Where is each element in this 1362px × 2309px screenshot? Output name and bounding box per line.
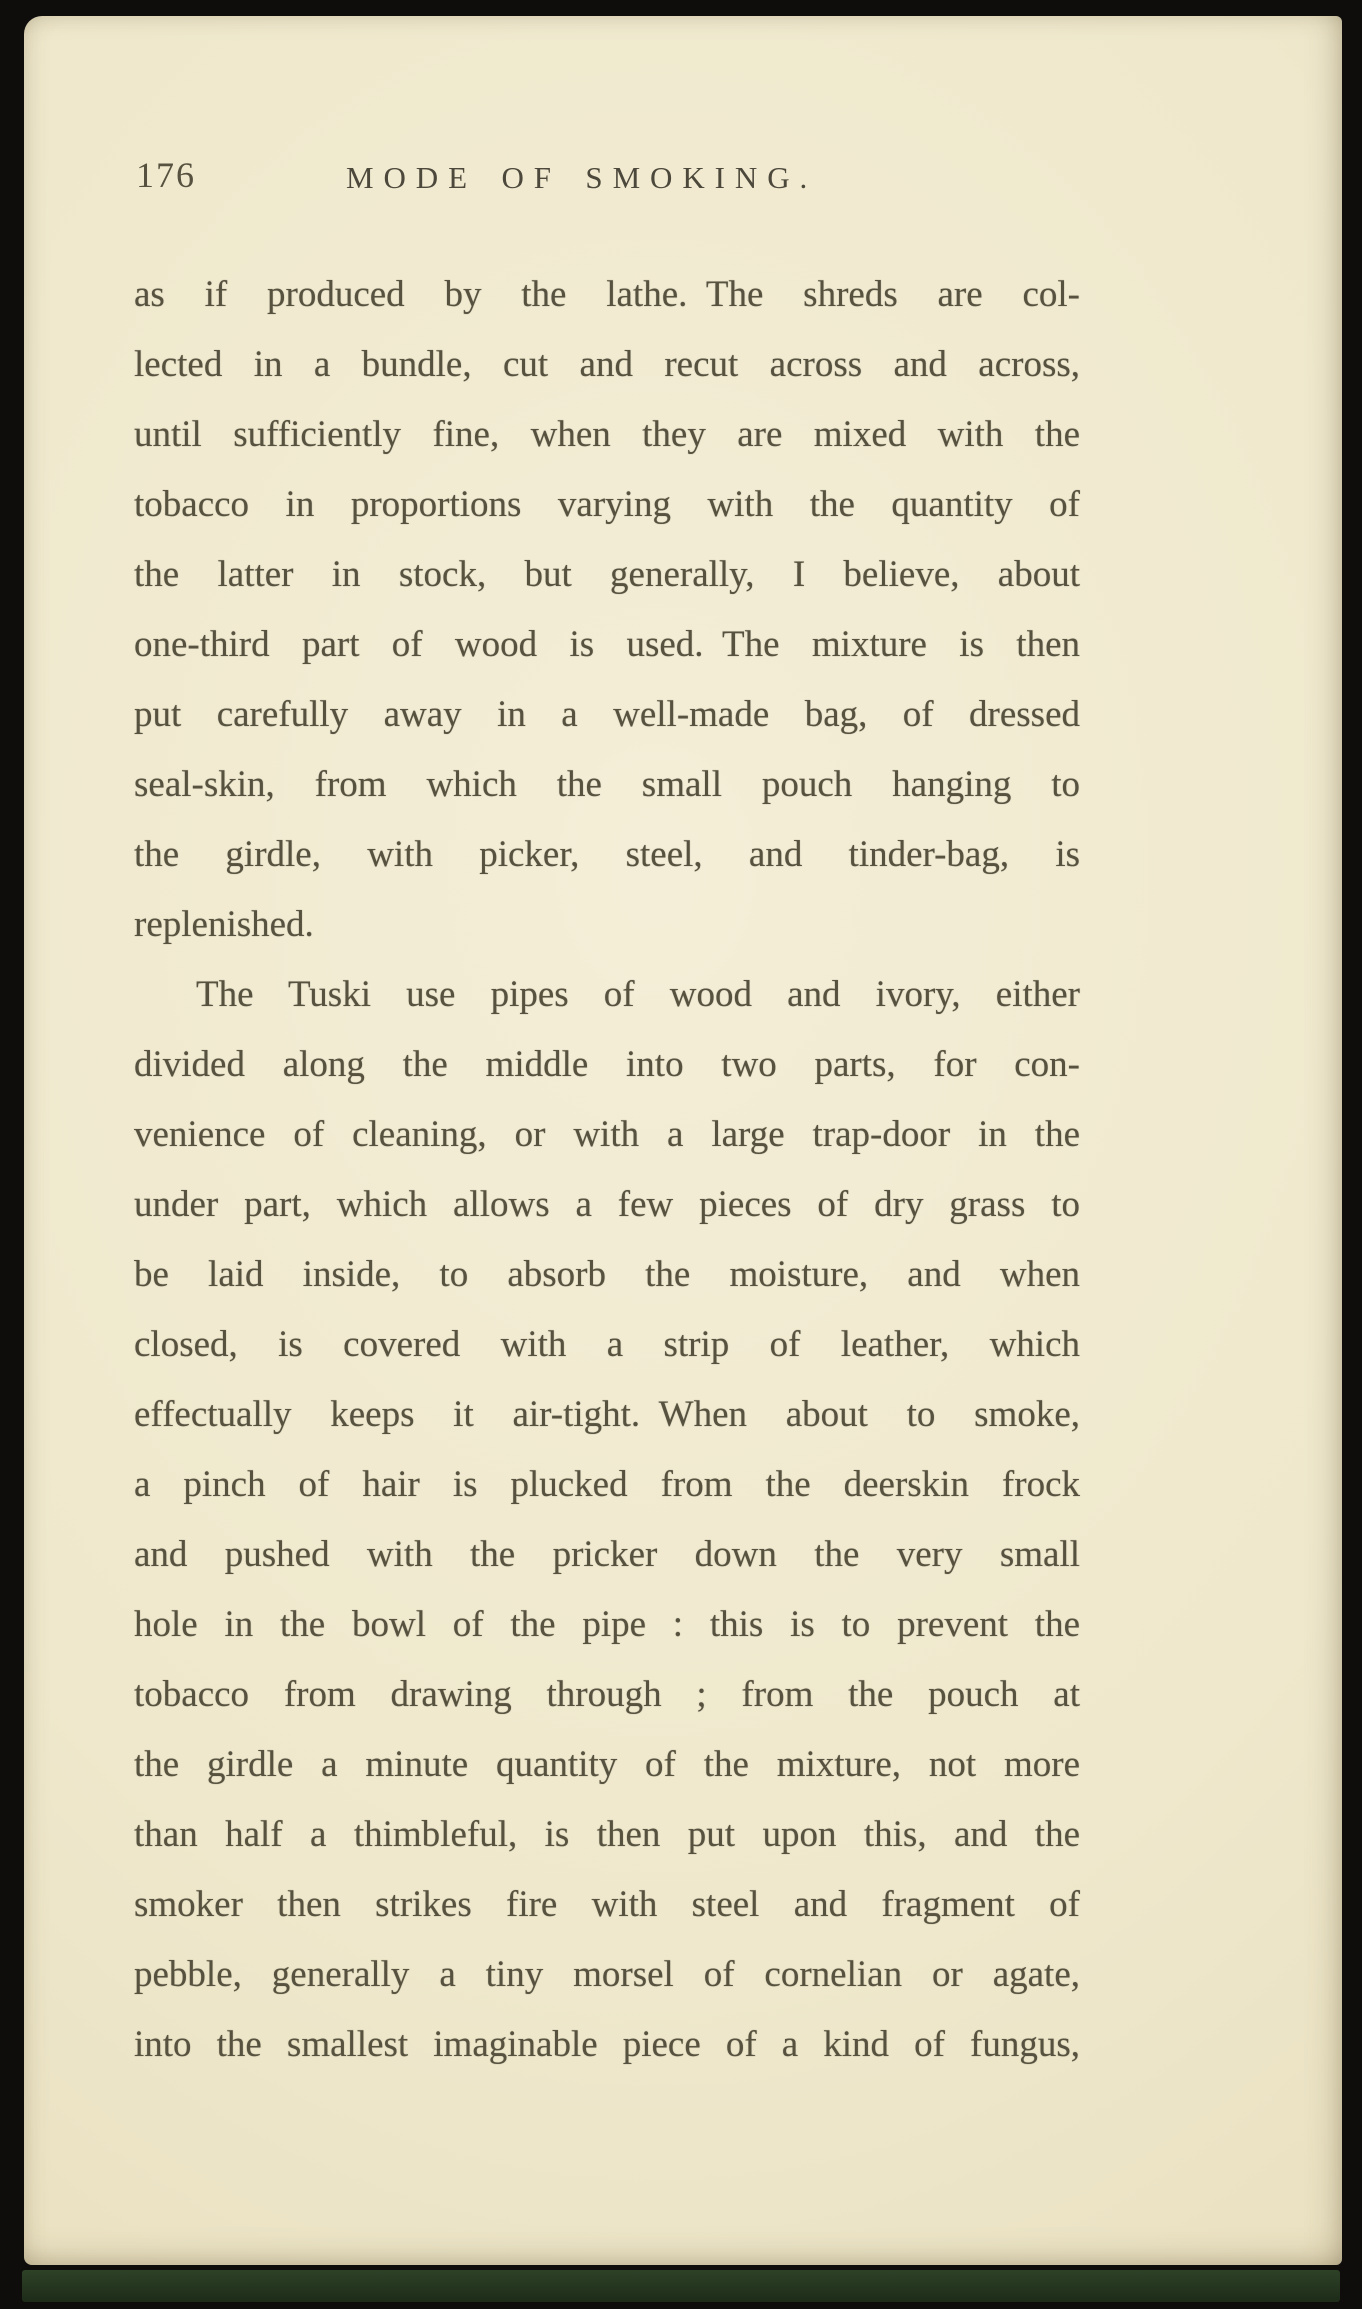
text-line: smoker then strikes fire with steel and fragment of (134, 1884, 1080, 1925)
book-page (24, 16, 1342, 2265)
text-line: pebble, generally a tiny morsel of cornelian or agate, (134, 1954, 1080, 1995)
page-body (134, 260, 1080, 2080)
text-line: tobacco in proportions varying with the quantity of (134, 484, 1080, 525)
text-line: hole in the bowl of the pipe : this is to prevent the (134, 1604, 1080, 1645)
text-line: and pushed with the pricker down the very small (134, 1534, 1080, 1575)
paragraph (134, 260, 1080, 960)
text-line: one-third part of wood is used. The mixture is then (134, 624, 1080, 665)
text-line: the girdle, with picker, steel, and tinder-bag, is (134, 834, 1080, 875)
text-line: closed, is covered with a strip of leather, which (134, 1324, 1080, 1365)
text-line: venience of cleaning, or with a large trap-door in the (134, 1114, 1080, 1155)
page-content (134, 16, 1080, 2065)
text-line: as if produced by the lathe. The shreds are col- (134, 274, 1080, 315)
text-line: until sufficiently fine, when they are mixed with the (134, 414, 1080, 455)
text-line: tobacco from drawing through ; from the pouch at (134, 1674, 1080, 1715)
text-line: lected in a bundle, cut and recut across and across, (134, 344, 1080, 385)
running-header (134, 154, 1080, 202)
text-line: the girdle a minute quantity of the mixture, not more (134, 1744, 1080, 1785)
scanner-bed-strip (22, 2270, 1340, 2302)
text-line: under part, which allows a few pieces of dry grass to (134, 1184, 1080, 1225)
text-line: replenished. (134, 904, 314, 945)
paragraph (134, 960, 1080, 2080)
text-line: than half a thimbleful, is then put upon this, and the (134, 1814, 1080, 1855)
text-line: be laid inside, to absorb the moisture, and when (134, 1254, 1080, 1295)
text-line: into the smallest imaginable piece of a kind of fungus, (134, 2024, 1080, 2065)
text-line: seal-skin, from which the small pouch hanging to (134, 764, 1080, 805)
text-line: put carefully away in a well-made bag, of dressed (134, 694, 1080, 735)
text-line: a pinch of hair is plucked from the deerskin frock (134, 1464, 1080, 1505)
text-line: The Tuski use pipes of wood and ivory, either (196, 974, 1080, 1015)
text-line: divided along the middle into two parts, for con- (134, 1044, 1080, 1085)
text-line: effectually keeps it air-tight. When about to smoke, (134, 1394, 1080, 1435)
text-line: the latter in stock, but generally, I believe, about (134, 554, 1080, 595)
page-number: 176 (136, 155, 196, 195)
running-header-title: MODE OF SMOKING. (346, 160, 818, 195)
